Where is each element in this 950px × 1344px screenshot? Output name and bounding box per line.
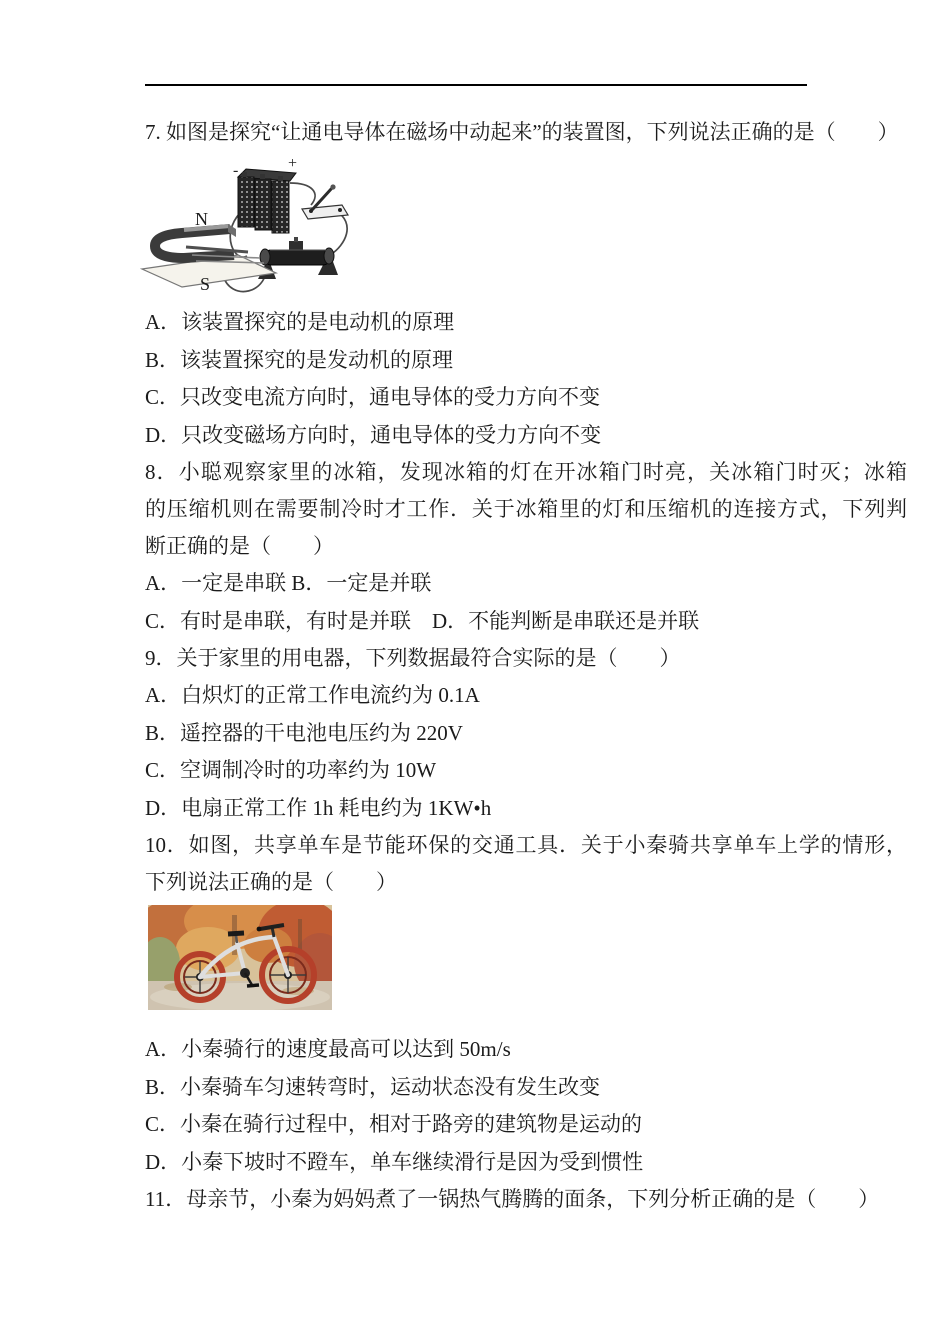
q10-option-a: A．小秦骑行的速度最高可以达到 50m/s: [145, 1037, 511, 1061]
q8-stem-line-1: 8．小聪观察家里的冰箱，发现冰箱的灯在开冰箱门时亮，关冰箱门时灭；冰箱: [145, 460, 907, 484]
q7-option-b: B．该装置探究的是发动机的原理: [145, 348, 454, 372]
q7-option-a: A．该装置探究的是电动机的原理: [145, 310, 455, 334]
battery-plus-label: +: [288, 155, 298, 172]
q9-option-a: A．白炽灯的正常工作电流约为 0.1A: [145, 683, 480, 707]
q10-option-b: B．小秦骑车匀速转弯时，运动状态没有发生改变: [145, 1075, 601, 1099]
q11-stem: 11．母亲节，小秦为妈妈煮了一锅热气腾腾的面条，下列分析正确的是（ ）: [145, 1187, 880, 1211]
q8-stem-line-3: 断正确的是（ ）: [145, 534, 334, 558]
shared-bicycle-image: [148, 905, 332, 1010]
q10-stem-line-1: 10．如图，共享单车是节能环保的交通工具．关于小秦骑共享单车上学的情形，: [145, 833, 907, 857]
knife-switch: [302, 184, 348, 219]
q9-option-d: D．电扇正常工作 1h 耗电约为 1KW•h: [145, 796, 492, 820]
q7-option-d: D．只改变磁场方向时，通电导体的受力方向不变: [145, 423, 602, 447]
q7-apparatus-figure: [140, 155, 358, 310]
magnet-south-label: S: [200, 274, 211, 294]
q7-option-c: C．只改变电流方向时，通电导体的受力方向不变: [145, 385, 601, 409]
magnet-north-label: N: [195, 209, 208, 229]
q10-stem-line-2: 下列说法正确的是（ ）: [145, 870, 397, 894]
q10-option-c: C．小秦在骑行过程中，相对于路旁的建筑物是运动的: [145, 1112, 643, 1136]
battery-pack: [238, 169, 296, 233]
q9-stem: 9．关于家里的用电器，下列数据最符合实际的是（ ）: [145, 646, 681, 670]
q8-stem-line-2: 的压缩机则在需要制冷时才工作．关于冰箱里的灯和压缩机的连接方式，下列判: [145, 497, 907, 521]
q8-options-ab: A．一定是串联 B．一定是并联: [145, 571, 432, 595]
q10-bike-photo: [148, 905, 332, 1015]
q7-stem: 7. 如图是探究“让通电导体在磁场中动起来”的装置图，下列说法正确的是（ ）: [145, 120, 899, 144]
q9-option-c: C．空调制冷时的功率约为 10W: [145, 758, 437, 782]
circuit-apparatus-drawing: [140, 155, 358, 305]
horseshoe-magnet: [155, 224, 236, 258]
q10-option-d: D．小秦下坡时不蹬车，单车继续滑行是因为受到惯性: [145, 1150, 644, 1174]
header-divider: [145, 84, 807, 86]
q9-option-b: B．遥控器的干电池电压约为 220V: [145, 721, 463, 745]
q8-options-cd: C．有时是串联，有时是并联 D．不能判断是串联还是并联: [145, 609, 700, 633]
battery-minus-label: -: [233, 162, 239, 179]
